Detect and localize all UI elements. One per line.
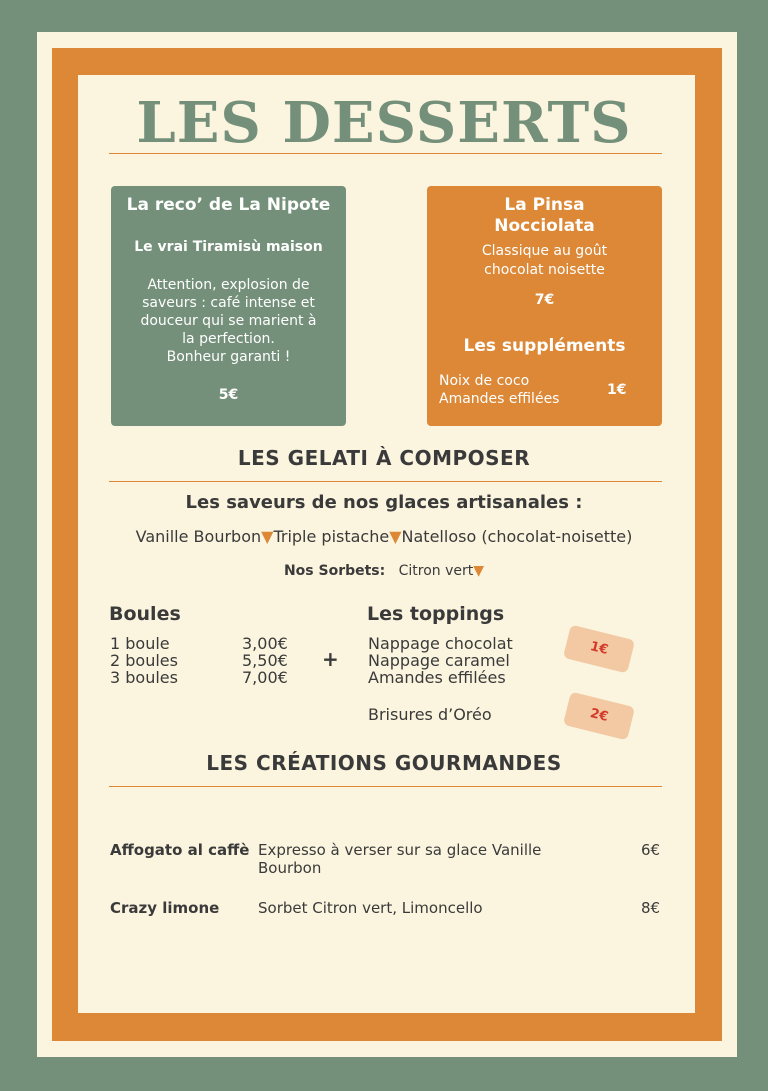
pinsa-card (427, 186, 662, 426)
price-ticket-1: 1€ (563, 625, 635, 674)
ice-cream-cone-icon: ▼ (473, 563, 485, 579)
reco-line-2: saveurs : café intense et (142, 295, 315, 311)
reco-line-5: Bonheur garanti ! (166, 349, 291, 365)
boule-3-price: 7,00€ (242, 668, 288, 687)
supplement-item-1: Noix de coco (439, 373, 530, 389)
boule-3-label: 3 boules (110, 668, 178, 687)
reco-dish: Le vrai Tiramisù maison (134, 239, 323, 255)
creation-2-name: Crazy limone (110, 899, 220, 917)
pinsa-desc-line-1: Classique au goût (481, 243, 608, 259)
flavors-subheading: Les saveurs de nos glaces artisanales : (185, 492, 583, 513)
supplements-heading: Les suppléments (463, 336, 626, 356)
supplement-item-2: Amandes effilées (439, 391, 560, 407)
price-ticket-2: 2€ (563, 692, 635, 741)
gelati-divider (109, 481, 662, 482)
pinsa-desc-line-2: chocolat noisette (484, 262, 605, 278)
sorbets-line (0, 563, 768, 579)
title-divider (109, 153, 662, 154)
creation-2-price: 8€ (641, 899, 661, 917)
sorbets-value: Citron vert (398, 563, 474, 579)
topping-2: Nappage caramel (368, 651, 510, 670)
reco-line-3: douceur qui se marient à (140, 313, 317, 329)
flavors-line (0, 527, 768, 546)
topping-1: Nappage chocolat (368, 634, 513, 653)
creation-1-name: Affogato al caffè (110, 841, 250, 859)
topping-4: Brisures d’Oréo (368, 705, 492, 724)
creations-divider (109, 786, 662, 787)
pinsa-heading-line-1: La Pinsa (504, 195, 585, 215)
plus-sign: + (322, 647, 339, 671)
creation-2-desc: Sorbet Citron vert, Limoncello (258, 899, 483, 917)
reco-line-4: la perfection. (182, 331, 275, 347)
supplements-price: 1€ (607, 382, 627, 398)
ice-cream-cone-icon: ▼ (389, 527, 402, 546)
creations-heading: LES CRÉATIONS GOURMANDES (206, 751, 562, 775)
reco-line-1: Attention, explosion de (147, 277, 310, 293)
reco-card (111, 186, 346, 426)
boule-2-price: 5,50€ (242, 651, 288, 670)
gelati-heading: LES GELATI À COMPOSER (237, 446, 531, 470)
flavor-1: Vanille Bourbon (135, 527, 262, 546)
page-title: LES DESSERTS (136, 90, 632, 156)
boule-2-label: 2 boules (110, 651, 178, 670)
reco-price: 5€ (218, 387, 239, 403)
reco-heading: La reco’ de La Nipote (126, 195, 331, 215)
creation-1-price: 6€ (641, 841, 661, 859)
flavor-2: Triple pistache (273, 527, 390, 546)
pinsa-heading-line-2: Nocciolata (494, 216, 595, 236)
boules-heading: Boules (109, 603, 181, 625)
topping-3: Amandes effilées (368, 668, 506, 687)
toppings-heading: Les toppings (367, 603, 505, 625)
ice-cream-cone-icon: ▼ (261, 527, 274, 546)
boule-1-label: 1 boule (110, 634, 170, 653)
creation-1-desc: Expresso à verser sur sa glace Vanille Bourbon (258, 841, 542, 877)
sorbets-label: Nos Sorbets: (283, 563, 386, 579)
boule-1-price: 3,00€ (242, 634, 288, 653)
flavor-3: Natelloso (chocolat-noisette) (401, 527, 633, 546)
pinsa-price: 7€ (534, 292, 555, 308)
